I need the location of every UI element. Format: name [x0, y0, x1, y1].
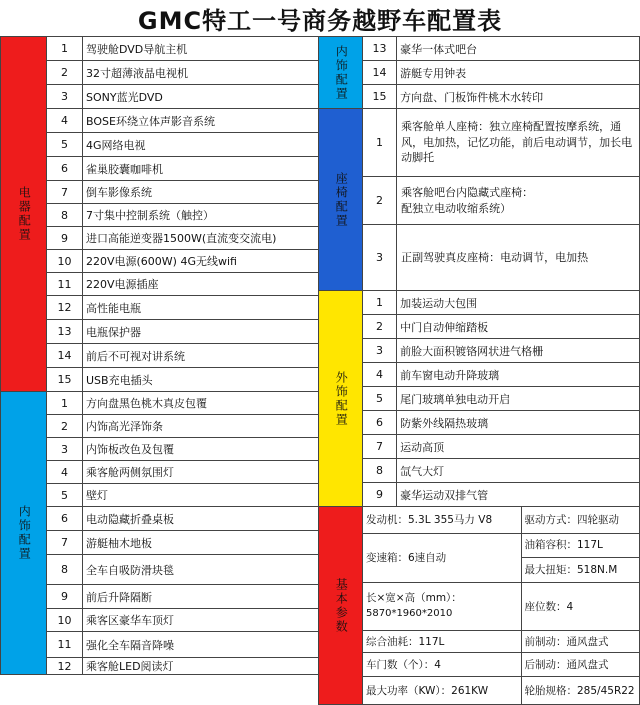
item-text: [397, 339, 640, 363]
item-text-line: 游艇专用钟表: [400, 66, 467, 80]
param-right: [521, 652, 639, 676]
table-row: [319, 61, 640, 85]
item-text: 220V电源插座: [83, 273, 319, 296]
item-text: [397, 85, 640, 109]
item-number: 11: [47, 273, 83, 296]
section-basic-text: 基本参数: [334, 577, 349, 634]
table-row: [1, 37, 319, 61]
item-number: 8: [47, 555, 83, 585]
item-text: USB充电插头: [83, 368, 319, 392]
item-number: 14: [47, 344, 83, 368]
item-number: 2: [47, 415, 83, 438]
section-seat-label: [319, 110, 362, 290]
item-text: [397, 483, 640, 507]
item-text: SONY蓝光DVD: [83, 85, 319, 109]
item-text: 驾驶舱DVD导航主机: [83, 37, 319, 61]
item-number: 11: [47, 632, 83, 658]
item-text-line: 尾门玻璃单独电动开启: [400, 392, 511, 406]
param-text: 最大扭矩：518N.M: [524, 563, 618, 576]
item-number: 2: [47, 61, 83, 85]
item-text-line: 豪华一体式吧台: [400, 42, 478, 56]
item-text: 电动隐藏折叠桌板: [83, 507, 319, 531]
item-number: 9: [363, 483, 397, 507]
param-right: [521, 676, 639, 704]
table-row: [319, 225, 640, 291]
table-row: [1, 484, 319, 507]
page-title: GMC特工一号商务越野车配置表: [0, 0, 640, 37]
item-text: 乘客舱LED阅读灯: [83, 658, 319, 675]
basic-params-cell: [363, 507, 640, 705]
item-number: 6: [47, 507, 83, 531]
section-exterior-text: 外饰配置: [334, 370, 349, 427]
item-number: 9: [47, 227, 83, 250]
section-electrical: [1, 37, 47, 392]
section-interior-right-label: [319, 38, 362, 108]
item-text-line: 中门自动伸缩踏板: [400, 320, 489, 334]
section-electrical-label: [1, 38, 46, 391]
param-left: [363, 507, 521, 533]
param-right: [521, 582, 639, 630]
item-number: 9: [47, 585, 83, 609]
table-row: [319, 315, 640, 339]
item-text-line: 前车窗电动升降玻璃: [400, 368, 500, 382]
table-row: [1, 250, 319, 273]
item-text: 7寸集中控制系统（触控）: [83, 204, 319, 227]
item-text: 32寸超薄液晶电视机: [83, 61, 319, 85]
section-seat: [319, 109, 363, 291]
table-row: [1, 133, 319, 157]
item-number: 1: [363, 109, 397, 177]
item-text: BOSE环绕立体声影音系统: [83, 109, 319, 133]
table-row: [1, 344, 319, 368]
item-text: 内饰高光泽饰条: [83, 415, 319, 438]
item-number: 5: [47, 133, 83, 157]
item-number: 10: [47, 250, 83, 273]
param-text: 发动机：5.3L 355马力 V8: [366, 514, 493, 527]
section-interior-text: 内饰配置: [17, 505, 32, 561]
item-number: 3: [47, 85, 83, 109]
item-number: 7: [363, 435, 397, 459]
table-row: [1, 415, 319, 438]
table-row: [319, 507, 640, 705]
table-row: [319, 37, 640, 61]
param-text: 后制动：通风盘式: [524, 658, 609, 671]
item-number: 14: [363, 61, 397, 85]
basic-params-table: [363, 507, 639, 704]
item-number: 10: [47, 609, 83, 632]
param-text: 油箱容积：117L: [522, 534, 640, 558]
item-number: 4: [47, 461, 83, 484]
table-row: [1, 632, 319, 658]
item-text: 乘客舱两侧氛围灯: [83, 461, 319, 484]
table-row: [1, 85, 319, 109]
item-text-line: 正副驾驶真皮座椅：电动调节，电加热: [401, 250, 589, 264]
section-interior-right: [319, 37, 363, 109]
param-left: [363, 630, 521, 652]
item-text: 壁灯: [83, 484, 319, 507]
item-number: 5: [47, 484, 83, 507]
item-text: [397, 61, 640, 85]
param-text: 轮胎规格：285/45R22: [524, 684, 635, 697]
table-row: [319, 109, 640, 177]
item-number: 8: [47, 204, 83, 227]
section-exterior-label: [319, 292, 362, 506]
item-text: [397, 109, 640, 177]
table-row: [1, 368, 319, 392]
table-row: [1, 658, 319, 675]
table-row: [319, 459, 640, 483]
param-text: 车门数（个）：4: [366, 658, 441, 671]
item-text-line: 配独立电动收缩系统）: [401, 201, 512, 215]
param-text: 前制动：通风盘式: [524, 635, 609, 648]
item-text: [397, 291, 640, 315]
param-left: [363, 652, 521, 676]
item-text: 进口高能逆变器1500W(直流变交流电): [83, 227, 319, 250]
table-row: [1, 507, 319, 531]
table-row: [319, 85, 640, 109]
table-row: [1, 227, 319, 250]
table-row: [319, 483, 640, 507]
item-text: [397, 411, 640, 435]
item-text: 全车自吸防滑块毯: [83, 555, 319, 585]
item-text-line: 运动高顶: [400, 440, 445, 454]
item-text: [397, 363, 640, 387]
table-row: [1, 585, 319, 609]
item-number: 8: [363, 459, 397, 483]
table-row: [319, 363, 640, 387]
item-number: 2: [363, 315, 397, 339]
item-text: 方向盘黑色桃木真皮包覆: [83, 392, 319, 415]
param-row: [363, 676, 639, 704]
item-number: 3: [363, 225, 397, 291]
table-row: [1, 296, 319, 320]
param-left: [363, 676, 521, 704]
param-row: [363, 507, 639, 533]
table-row: [319, 435, 640, 459]
item-text-line: 乘客舱单人座椅：独立座椅配置按摩系统，通风，电加热，记忆功能，前后电动调节，加长电动脚托: [401, 119, 633, 165]
item-text-line: 氙气大灯: [400, 464, 445, 478]
param-text: 5870*1960*2010: [366, 608, 453, 620]
section-interior: [1, 392, 47, 675]
item-number: 12: [47, 658, 83, 675]
section-electrical-text: 电器配置: [17, 186, 32, 242]
param-right: [521, 630, 639, 652]
param-row: [363, 630, 639, 652]
item-text: [397, 37, 640, 61]
item-number: 1: [363, 291, 397, 315]
param-left: [363, 533, 521, 582]
param-row: [363, 582, 639, 630]
param-text: 变速箱：6速自动: [366, 552, 447, 564]
item-text: [397, 387, 640, 411]
item-text: 倒车影像系统: [83, 181, 319, 204]
item-text-line: 豪华运动双排气管: [400, 488, 489, 502]
param-text: 长×宽×高（mm）：: [366, 591, 462, 604]
param-text: 驱动方式：四轮驱动: [524, 514, 619, 527]
section-exterior: [319, 291, 363, 507]
item-text: 游艇柚木地板: [83, 531, 319, 555]
table-row: [1, 273, 319, 296]
param-row: [363, 652, 639, 676]
param-text: 座位数：4: [524, 600, 574, 613]
item-text: [397, 435, 640, 459]
item-number: 3: [47, 438, 83, 461]
table-row: [319, 291, 640, 315]
item-number: 15: [363, 85, 397, 109]
table-row: [1, 109, 319, 133]
item-text-line: 乘客舱吧台内隐藏式座椅：: [401, 185, 534, 199]
param-right: [521, 533, 639, 582]
table-row: [1, 461, 319, 484]
table-row: [1, 438, 319, 461]
section-seat-text: 座椅配置: [334, 171, 349, 228]
item-text: 220V电源(600W) 4G无线wifi: [83, 250, 319, 273]
item-number: 4: [363, 363, 397, 387]
item-text: 内饰板改色及包覆: [83, 438, 319, 461]
item-number: 7: [47, 531, 83, 555]
item-text: 乘客区豪华车顶灯: [83, 609, 319, 632]
param-left: [363, 582, 521, 630]
item-number: 13: [47, 320, 83, 344]
item-number: 1: [47, 392, 83, 415]
table-row: [1, 181, 319, 204]
item-text-line: 防紫外线隔热玻璃: [400, 416, 489, 430]
left-config-table: [0, 36, 319, 675]
section-basic-label: [319, 509, 362, 703]
item-number: 6: [363, 411, 397, 435]
item-text: [397, 177, 640, 225]
item-text: 高性能电瓶: [83, 296, 319, 320]
item-text: 强化全车隔音降噪: [83, 632, 319, 658]
item-number: 1: [47, 37, 83, 61]
item-text: 4G网络电视: [83, 133, 319, 157]
item-text-line: 加装运动大包围: [400, 296, 478, 310]
item-number: 6: [47, 157, 83, 181]
param-text: 最大功率（KW）：261KW: [366, 684, 489, 697]
item-number: 3: [363, 339, 397, 363]
item-text: 前后升降隔断: [83, 585, 319, 609]
param-right: [521, 507, 639, 533]
table-row: [1, 555, 319, 585]
item-text: [397, 459, 640, 483]
item-text: 电瓶保护器: [83, 320, 319, 344]
table-row: [319, 411, 640, 435]
item-text: [397, 225, 640, 291]
section-interior-right-text: 内饰配置: [334, 44, 349, 101]
item-number: 4: [47, 109, 83, 133]
table-row: [1, 320, 319, 344]
table-row: [1, 392, 319, 415]
table-row: [319, 177, 640, 225]
item-number: 2: [363, 177, 397, 225]
item-text-line: 方向盘、门板饰件桃木水转印: [400, 90, 544, 104]
item-number: 7: [47, 181, 83, 204]
table-row: [1, 609, 319, 632]
table-row: [1, 531, 319, 555]
item-text: 雀巢胶囊咖啡机: [83, 157, 319, 181]
item-text: 前后不可视对讲系统: [83, 344, 319, 368]
param-row: [363, 533, 639, 582]
item-number: 13: [363, 37, 397, 61]
item-number: 15: [47, 368, 83, 392]
item-text-line: 前脸大面积镀铬网状进气格栅: [400, 344, 544, 358]
table-row: [1, 204, 319, 227]
item-number: 5: [363, 387, 397, 411]
table-row: [319, 387, 640, 411]
param-text: 综合油耗：117L: [366, 635, 445, 648]
item-text: [397, 315, 640, 339]
right-config-table: [318, 36, 640, 705]
table-row: [319, 339, 640, 363]
item-number: 12: [47, 296, 83, 320]
table-row: [1, 157, 319, 181]
section-interior-label: [1, 401, 46, 665]
section-basic: [319, 507, 363, 705]
table-row: [1, 61, 319, 85]
